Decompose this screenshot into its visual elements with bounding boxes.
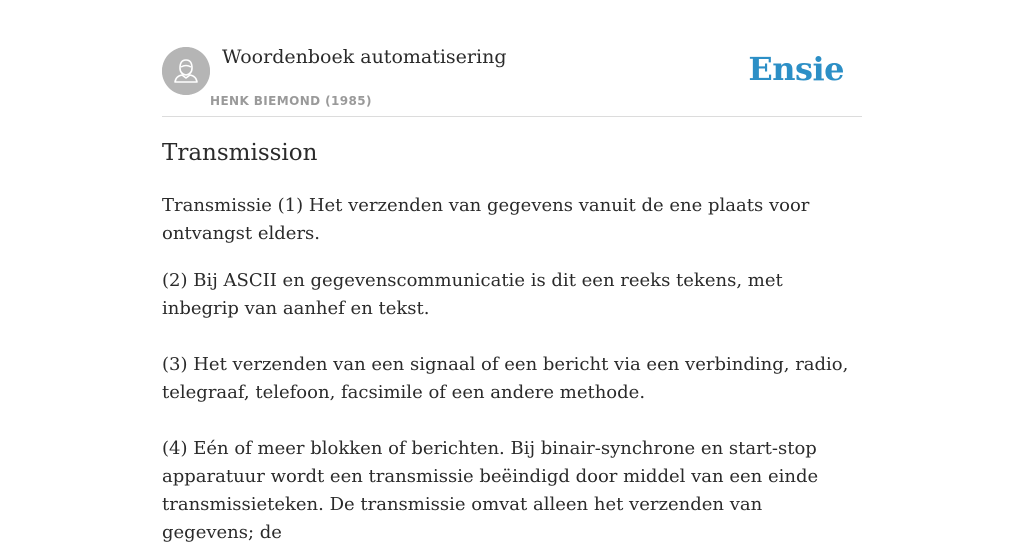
definition-paragraph: (4) Eén of meer blokken of berichten. Bij binair-synchrone en start-stop apparatuur wordt een transmissie beëindigd door middel van een einde transmissieteken. De transmissie omvat alleen het verzenden van gegevens; de (162, 438, 819, 543)
definition-paragraph: Transmissie (1) Het verzenden van gegevens vanuit de ene plaats voor ontvangst elders. (162, 195, 810, 244)
author-avatar[interactable] (162, 47, 210, 95)
definition-paragraph: (3) Het verzenden van een signaal of een bericht via een verbinding, radio, telegraaf, telefoon, facsimile of een andere methode. (162, 354, 849, 403)
brand-logo[interactable]: Ensie (748, 50, 844, 88)
user-icon (162, 47, 210, 95)
book-title[interactable]: Woordenboek automatisering (222, 46, 507, 68)
entry-header (162, 46, 862, 117)
definition-paragraph: (2) Bij ASCII en gegevenscommunicatie is dit een reeks tekens, met inbegrip van aanhef en tekst. (162, 270, 783, 319)
author-name[interactable]: HENK BIEMOND (1985) (210, 94, 372, 108)
entry-definition (162, 192, 852, 547)
entry-term: Transmission (162, 140, 318, 166)
